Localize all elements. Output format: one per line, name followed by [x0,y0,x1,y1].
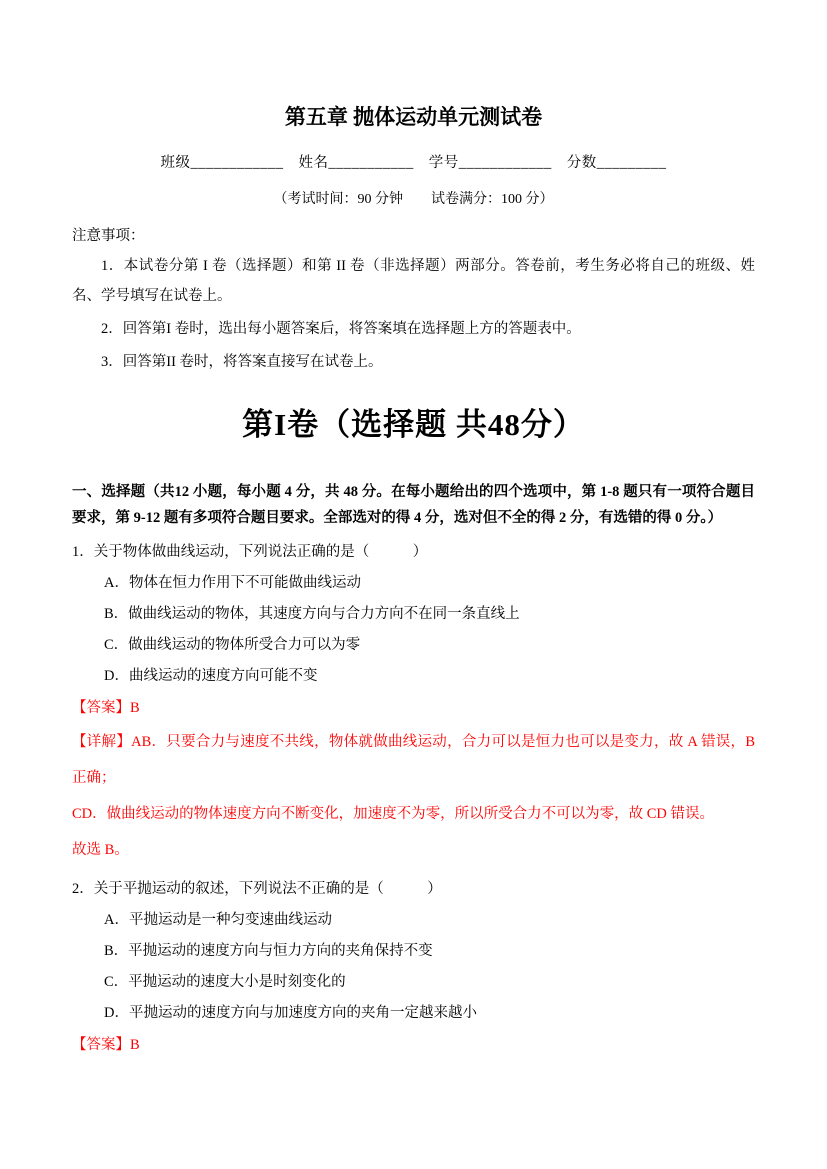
question-2-stem: 2．关于平抛运动的叙述，下列说法不正确的是（ ） [72,881,442,897]
student-info-line: 班级____________ 姓名___________ 学号____________ 分数_________ [160,155,667,171]
exam-info-line: （考试时间：90 分钟 试卷满分：100 分） [273,192,554,207]
question-1-explanation-1: 【详解】AB．只要合力与速度不共线，物体就做曲线运动，合力可以是恒力也可以是变力，故 A 错误，B 正确； [72,734,755,786]
notice-heading: 注意事项： [72,228,145,244]
question-1-answer: 【答案】B [72,700,140,716]
question-1-option-d: D．曲线运动的速度方向可能不变 [104,668,318,684]
question-1-option-a: A．物体在恒力作用下不可能做曲线运动 [104,575,361,591]
question-1 [72,537,755,868]
section1-intro: 一、选择题（共12 小题，每小题 4 分，共 48 分。在每小题给出的四个选项中，第 1-8 题只有一项符合题目要求，第 9-12 题有多项符合题目要求。全部选对的得 4 分，选对但不全的得 2 分，有选错的得 0 分。） [72,484,755,526]
question-2-option-a: A．平抛运动是一种匀变速曲线运动 [104,912,332,928]
notice-item-1: 1．本试卷分第 I 卷（选择题）和第 II 卷（非选择题）两部分。答卷前，考生务必将自己的班级、姓名、学号填写在试卷上。 [72,258,755,304]
question-2-option-d: D．平抛运动的速度方向与加速度方向的夹角一定越来越小 [104,1005,477,1021]
question-2-option-c: C．平抛运动的速度大小是时刻变化的 [104,974,346,990]
question-2-option-b: B．平抛运动的速度方向与恒力方向的夹角保持不变 [104,943,433,959]
part1-heading: 第I卷（选择题 共48分） [242,407,585,442]
question-1-stem: 1．关于物体做曲线运动，下列说法正确的是（ ） [72,544,428,560]
notice-item-3: 3．回答第II 卷时，将答案直接写在试卷上。 [101,354,383,370]
question-1-explanation-2: CD．做曲线运动的物体速度方向不断变化，加速度不为零，所以所受合力不可以为零，故 CD 错误。 [72,806,715,822]
question-1-option-c: C．做曲线运动的物体所受合力可以为零 [104,637,361,653]
question-1-explanation-3: 故选 B。 [72,842,129,858]
question-2 [72,874,755,1061]
question-1-option-b: B．做曲线运动的物体，其速度方向与合力方向不在同一条直线上 [104,606,520,622]
question-2-answer: 【答案】B [72,1037,140,1053]
page-title: 第五章 抛体运动单元测试卷 [284,105,543,129]
notice-item-2: 2．回答第I 卷时，选出每小题答案后，将答案填在选择题上方的答题表中。 [101,321,581,337]
